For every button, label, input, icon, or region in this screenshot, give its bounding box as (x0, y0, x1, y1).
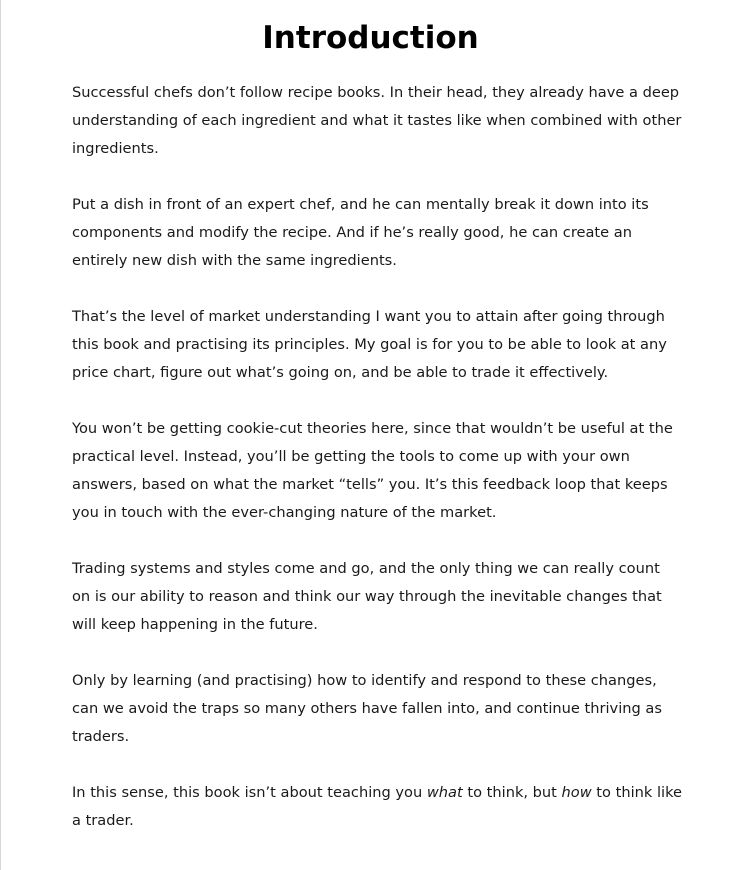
paragraph-5: Trading systems and styles come and go, and the only thing we can really count on is our ability to reason and think our way through the inevitable changes that will keep happening in the future. (72, 560, 662, 633)
paragraph-4: You won’t be getting cookie-cut theories here, since that wouldn’t be useful at the practical level. Instead, you’ll be getting the tools to come up with your own answers, based on what the market “tells” you. It’s this feedback loop that keeps you in touch with the ever-changing nature of the market. (72, 420, 673, 521)
emphasis-how: how (561, 784, 592, 801)
paragraph-7 (72, 779, 682, 835)
paragraph-3: That’s the level of market understanding I want you to attain after going through this book and practising its principles. My goal is for you to be able to look at any price chart, figure out what’s going on, and be able to trade it effectively. (72, 308, 667, 381)
emphasis-what: what (426, 784, 463, 801)
paragraph-6: Only by learning (and practising) how to identify and respond to these changes, can we avoid the traps so many others have fallen into, and continue thriving as traders. (72, 672, 662, 745)
paragraph-7-part-1: In this sense, this book isn’t about teaching you (72, 784, 427, 801)
chapter-title: Introduction (262, 20, 479, 56)
paragraph-7-part-2: to think, but (462, 784, 562, 801)
paragraph-7-part-3: to think like a trader. (72, 784, 682, 829)
paragraph-2: Put a dish in front of an expert chef, and he can mentally break it down into its components and modify the recipe. And if he’s really good, he can create an entirely new dish with the same ingredients. (72, 196, 649, 269)
chapter-body (72, 79, 682, 863)
paragraph-1: Successful chefs don’t follow recipe books. In their head, they already have a deep understanding of each ingredient and what it tastes like when combined with other ingredients. (72, 84, 682, 157)
